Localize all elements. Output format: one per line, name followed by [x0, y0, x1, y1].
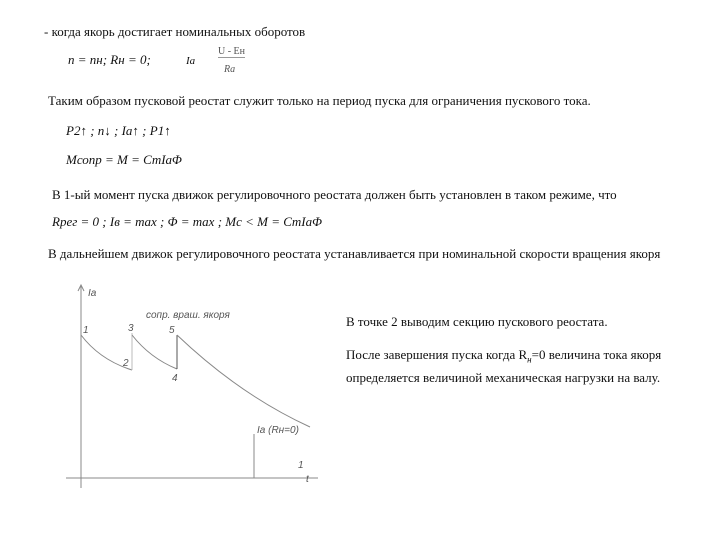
curve-segment-2	[132, 335, 177, 369]
note-after-start-a: После завершения пуска когда R	[346, 347, 528, 362]
note-after-start-b: =0 величина тока якоря определяется величиной механическая нагрузки на валу.	[346, 347, 662, 385]
point-label: 1	[298, 460, 304, 471]
text-line-4: В дальнейшем движок регулировочного реостата устанавливается при номинальной скорости вращения якоря	[48, 246, 661, 261]
formula-current-den: Rа	[224, 64, 236, 75]
formula-current-num: U - Eн	[218, 46, 246, 57]
steady-current-label: Iа (Rн=0)	[257, 425, 299, 436]
formula-torque: Mсопр = M = CmIаΦ	[66, 152, 182, 167]
point-label: 4	[172, 373, 178, 384]
point-label: 2	[123, 358, 129, 369]
graph-caption: сопр. враш. якоря	[146, 310, 230, 321]
formula-speed: n = nн; Rн = 0;	[68, 52, 151, 67]
x-axis-label: t	[306, 474, 309, 485]
text-line-1: - когда якорь достигает номинальных оборотов	[44, 24, 306, 39]
formula-power: P2↑ ; n↓ ; Iа↑ ; P1↑	[66, 123, 171, 138]
text-line-2: Таким образом пусковой реостат служит только на период пуска для ограничения пускового тока.	[48, 93, 591, 108]
text-line-3: В 1-ый момент пуска движок регулировочного реостата должен быть установлен в таком режиме, что	[52, 187, 617, 202]
y-axis-label: Iа	[88, 288, 97, 299]
curve-segment-3	[177, 335, 310, 427]
formula-start: Rрег = 0 ; Iв = max ; Φ = max ; Mc < M = CmIаΦ	[52, 214, 323, 229]
point-label: 3	[128, 323, 134, 334]
point-label: 1	[83, 325, 89, 336]
formula-current-lhs: Iа	[186, 55, 196, 67]
note-after-start-sub: н	[527, 354, 532, 365]
point-label: 5	[169, 325, 175, 336]
note-point-2: В точке 2 выводим секцию пускового реостата.	[346, 314, 608, 329]
